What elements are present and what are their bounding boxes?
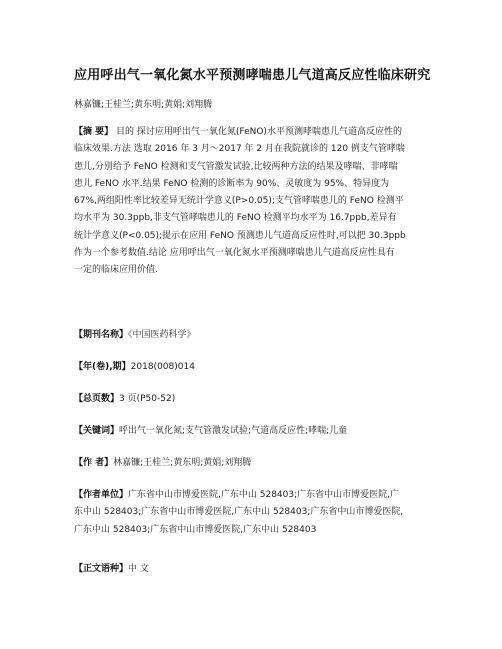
pages-value: 3 页(P50-52) <box>119 394 176 404</box>
paper-title: 应用呼出气一氧化氮水平预测哮喘患儿气道高反应性临床研究 <box>74 68 431 83</box>
abstract-line: 患儿,分别给予 FeNO 检测和支气管激发试验,比较两种方法的结果及哮喘、非哮喘 <box>74 161 398 172</box>
abstract-section <box>74 124 436 280</box>
author-list: 林嘉镰;王桂兰;黄东明;黄娟;刘翔腾 <box>74 100 213 110</box>
affiliation-line: 广东省中山市博爱医院,广东中山 528403;广东省中山市博爱医院,广 <box>128 490 399 500</box>
language-label: 【正文语种】 <box>74 564 129 574</box>
abstract-label: 【摘 要】 <box>74 127 114 137</box>
keywords-value: 呼出气一氧化氮;支气管激发试验;气道高反应性;哮喘;儿童 <box>119 426 348 436</box>
abstract-line: 临床效果.方法 选取 2016 年 3 月～2017 年 2 月在我院就诊的 120 例支气管哮喘 <box>74 144 405 155</box>
pages-field <box>74 391 436 408</box>
affiliation-label: 【作者单位】 <box>74 490 129 500</box>
journal-value: 《中国医药科学》 <box>128 330 196 340</box>
year-issue-value: 2018(008)014 <box>130 362 195 372</box>
author-value: 林嘉镰;王桂兰;黄东明;黄娟;刘翔腾 <box>113 458 252 468</box>
keywords-label: 【关键词】 <box>74 426 120 436</box>
journal-field <box>74 327 436 344</box>
language-value: 中 文 <box>128 564 149 574</box>
abstract-line: 患儿 FeNO 水平.结果 FeNO 检测的诊断率为 90%、灵敏度为 95%、特异度为 <box>74 178 390 189</box>
affiliation-line: 广东中山 528403;广东省中山市博爱医院,广东中山 528403 <box>74 524 317 535</box>
affiliation-field <box>74 487 436 539</box>
abstract-line: 67%,两组阳性率比较差异无统计学意义(P>0.05);支气管哮喘患儿的 FeNO 检测平 <box>74 196 404 207</box>
language-field <box>74 561 436 578</box>
author-field <box>74 455 436 472</box>
journal-label: 【期刊名称】 <box>74 330 129 340</box>
pages-label: 【总页数】 <box>74 394 120 404</box>
abstract-line: 均水平为 30.3ppb,非支气管哮喘患儿的 FeNO 检测平均水平为 16.7ppb,差异有 <box>74 213 397 224</box>
year-issue-label: 【年(卷),期】 <box>74 362 131 372</box>
abstract-line: 作为一个参考数值.结论 应用呼出气一氧化氮水平预测哮喘患儿气道高反应性具有 <box>74 248 395 259</box>
author-label: 【作 者】 <box>74 458 114 468</box>
affiliation-line: 东中山 528403;广东省中山市博爱医院,广东中山 528403;广东省中山市博爱医院, <box>74 507 404 518</box>
keywords-field <box>74 423 436 440</box>
abstract-line: 【摘 要】 目的 探讨应用呼出气一氧化氮(FeNO)水平预测哮喘患儿气道高反应性的 <box>74 127 402 137</box>
abstract-line: 统计学意义(P<0.05);提示在应用 FeNO 预测患儿气道高反应性时,可以把 30.3ppb <box>74 230 406 241</box>
abstract-line: 一定的临床应用价值. <box>74 265 158 276</box>
year-issue-field <box>74 359 436 376</box>
